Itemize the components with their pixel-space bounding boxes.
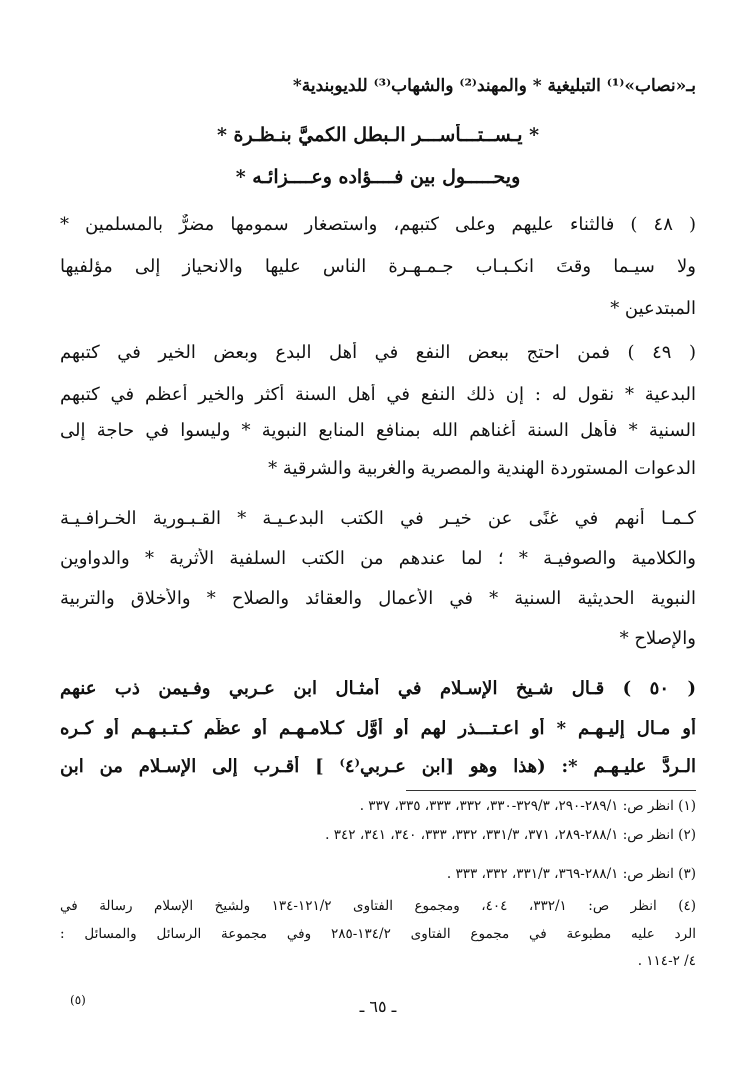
paragraph-48-line-3: المبتدعين * — [610, 298, 696, 319]
footnote-2: (٢) انظر ص: ٢٨٨/١-٢٨٩، ٣٧١، ٣٣١/٣، ٣٣٢، ٣٣٣، ٣٤٠، ٣٤١، ٣٤٢ . — [325, 827, 696, 843]
paragraph-3-line-1: كـمـا أنهم في غنًى عن خيـر في الكتب البدعـيـة * القـبـورية الخـرافـيـة — [60, 508, 696, 529]
footnote-4-line-2: الرد عليه مطبوعة في مجموع الفتاوى ١٣٤/٢-٢٨٥ وفي مجموعة الرسائل والمسائل : — [60, 926, 696, 942]
paragraph-49-line-2: البدعية * نقول له : إن ذلك النفع في أهل السنة أكثر والخير أعظم في كتبهم — [60, 384, 696, 405]
paragraph-49-line-1: ( ٤٩ ) فمن احتج ببعض النفع في أهل البدع وبعض الخير في كتبهم — [60, 342, 696, 363]
footnote-4-line-1: (٤) انظر ص: ٣٣٢/١، ٤٠٤، ومجموع الفتاوى ١٢١/٢-١٣٤ ولشيخ الإسلام رسالة في — [60, 898, 696, 914]
corner-mark: (٥) — [70, 993, 86, 1007]
paragraph-3-line-4: والإصلاح * — [619, 628, 696, 649]
poem-verse-1: * يـســتـــأســـر الـبطل الكميَّ بنـظـرة * — [216, 124, 540, 146]
paragraph-3-line-3: النبوية الحديثية السنية * في الأعمال والعقائد والصلاح * والأخلاق والتربية — [60, 588, 696, 609]
paragraph-50-line-1: ( ٥٠ ) قـال شـيخ الإسـلام في أمثـال ابن عـربي وفـيمن ذب عنهم — [60, 678, 696, 699]
paragraph-49-line-3: السنية * فأهل السنة أغناهم الله بمنافع المنابع النبوية * وليسوا في حاجة إلى — [60, 420, 696, 441]
page-number: ـ ٦٥ ـ — [359, 997, 397, 1016]
footnote-separator — [406, 790, 696, 791]
paragraph-48-line-2: ولا سيـما وقتَ انكـبـاب جـمـهـرة الناس عليها والانحياز إلى مؤلفيها — [60, 256, 696, 277]
poem-verse-2: ويحـــــول بين فــــؤاده وعــــزائـه * — [235, 166, 521, 188]
paragraph-3-line-2: والكلامية والصوفيـة * ؛ لما عندهم من الكتب السلفية الأثرية * والدواوين — [60, 548, 696, 569]
paragraph-48-line-1: ( ٤٨ ) فالثناء عليهم وعلى كتبهم، واستصغار سمومها مضرٌّ بالمسلمين * — [60, 214, 696, 235]
paragraph-50-line-2: أو مـال إليـهـم * أو اعـتـــذر لهم أو أوَّل كـلامـهـم أو عظَّم كـتـبـهـم أو كـره — [60, 718, 696, 739]
paragraph-49-line-4: الدعوات المستوردة الهندية والمصرية والغربية والشرقية * — [268, 458, 696, 479]
footnote-3: (٣) انظر ص: ٢٨٨/١-٣٦٩، ٣٣١/٣، ٣٣٢، ٣٣٣ . — [446, 866, 696, 882]
text-line-1: بـ«نصاب»⁽¹⁾ التبليغية * والمهند⁽²⁾ والشهاب⁽³⁾ للديوبندية* — [292, 76, 696, 96]
footnote-4-line-3: ٤/ ٢-١١٤ . — [637, 953, 696, 969]
footnote-1: (١) انظر ص: ٢٨٩/١-٢٩٠، ٣٢٩/٣-٣٣٠، ٣٣٢، ٣٣٣، ٣٣٥، ٣٣٧ . — [359, 798, 696, 814]
paragraph-50-line-3: الـردَّ عليـهـم *: (هذا وهو [ابن عـربي⁽٤⁾ ] أقـرب إلى الإسـلام من ابن — [60, 756, 696, 777]
